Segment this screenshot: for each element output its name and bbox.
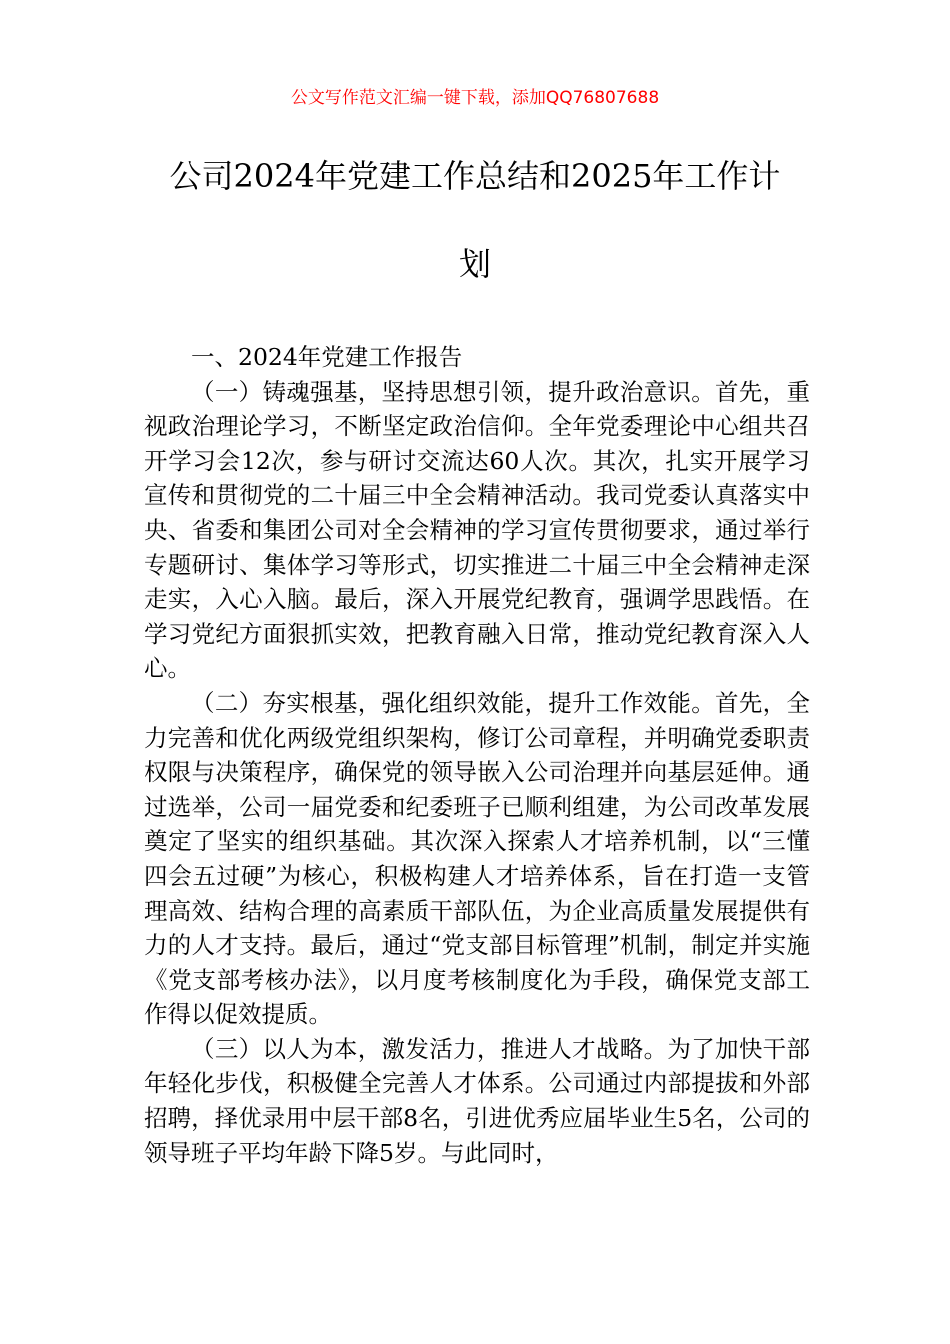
paragraph-2: （二）夯实根基，强化组织效能，提升工作效能。首先，全力完善和优化两级党组织架构，修订公司章程，并明确党委职责权限与决策程序，确保党的领导嵌入公司治理并向基层延伸。通过选举，公司一届党委和纪委班子已顺利组建，为公司改革发展奠定了坚实的组织基础。其次深入探索人才培养机制，以“三懂四会五过硬”为核心，积极构建人才培养体系，旨在打造一支管理高效、结构合理的高素质干部队伍，为企业高质量发展提供有力的人才支持。最后，通过“党支部目标管理”机制，制定并实施《党支部考核办法》，以月度考核制度化为手段，确保党支部工作得以促效提质。 <box>144 688 810 1029</box>
paragraph-1: （一）铸魂强基，坚持思想引领，提升政治意识。首先，重视政治理论学习，不断坚定政治信仰。全年党委理论中心组共召开学习会12次，参与研讨交流达60人次。其次，扎实开展学习宣传和贯彻党的二十届三中全会精神活动。我司党委认真落实中央、省委和集团公司对全会精神的学习宣传贯彻要求，通过举行专题研讨、集体学习等形式，切实推进二十届三中全会精神走深走实，入心入脑。最后，深入开展党纪教育，强调学思践悟。在学习党纪方面狠抓实效，把教育融入日常，推动党纪教育深入人心。 <box>144 377 810 683</box>
title-line-1: 公司2024年党建工作总结和2025年工作计 <box>169 157 781 195</box>
section-heading: 一、2024年党建工作报告 <box>191 343 463 371</box>
paragraph-3: （三）以人为本，激发活力，推进人才战略。为了加快干部年轻化步伐，积极健全完善人才体系。公司通过内部提拔和外部招聘，择优录用中层干部8名，引进优秀应届毕业生5名，公司的领导班子平均年龄下降5岁。与此同时， <box>144 1034 810 1167</box>
promo-banner-text[interactable]: 公文写作范文汇编一键下载，添加QQ76807688 <box>290 88 660 108</box>
document-title <box>100 150 850 290</box>
title-line-2: 划 <box>458 245 491 283</box>
promo-banner[interactable] <box>0 86 950 110</box>
document-body <box>144 340 810 1170</box>
